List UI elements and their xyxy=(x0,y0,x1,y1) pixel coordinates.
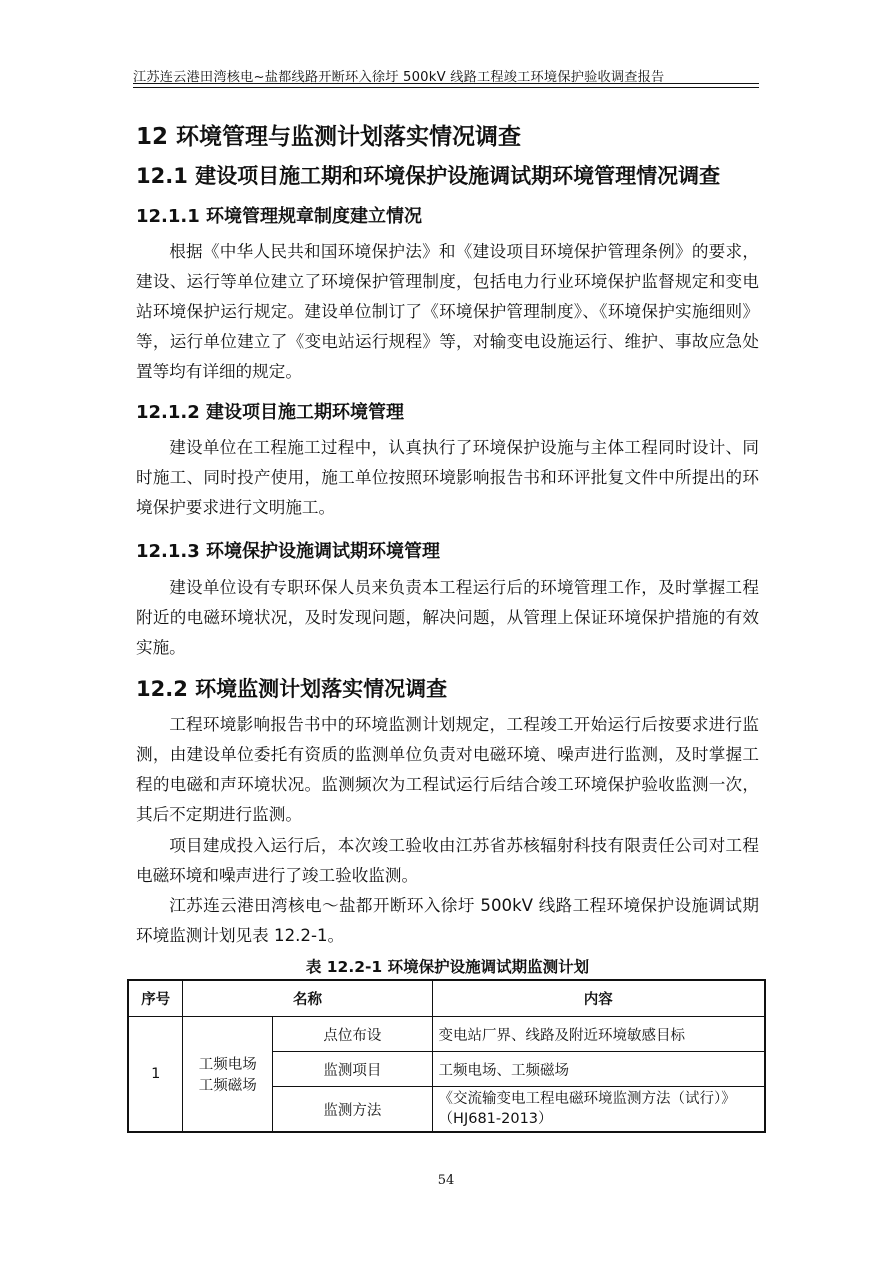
row-number: 1 xyxy=(128,1017,183,1133)
table-caption: 表 12.2-1 环境保护设施调试期监测计划 xyxy=(305,958,590,976)
header-rule-thick xyxy=(133,83,759,84)
method-line-2: （HJ681-2013） xyxy=(438,1111,553,1127)
factor-line-2: 工频磁场 xyxy=(198,1078,257,1094)
subsection-12-1-2-text: 建设单位在工程施工过程中，认真执行了环境保护设施与主体工程同时设计、同时施工、同时投产使用，施工单位按照环境影响报告书和环评批复文件中所提出的环境保护要求进行文明施工。 xyxy=(136,438,759,517)
item-content: 工频电场、工频磁场 xyxy=(432,1052,765,1087)
item-label: 监测项目 xyxy=(273,1052,432,1087)
monitoring-plan-table xyxy=(127,979,766,1133)
table-row xyxy=(128,1017,765,1052)
factor-line-1: 工频电场 xyxy=(198,1057,257,1073)
section-12-1-heading: 12.1 建设项目施工期和环境保护设施调试期环境管理情况调查 xyxy=(136,164,721,188)
item-label: 监测方法 xyxy=(273,1087,432,1133)
subsection-12-1-2-heading: 12.1.2 建设项目施工期环境管理 xyxy=(136,402,405,423)
header-name: 名称 xyxy=(183,980,432,1017)
page-number: 54 xyxy=(437,1173,455,1188)
running-header: 江苏连云港田湾核电~盐都线路开断环入徐圩 500kV 线路工程竣工环境保护验收调查报告 xyxy=(133,70,665,85)
item-content xyxy=(432,1087,765,1133)
header-content: 内容 xyxy=(432,980,765,1017)
item-label: 点位布设 xyxy=(273,1017,432,1052)
method-line-1: 《交流输变电工程电磁环境监测方法（试行）》 xyxy=(438,1091,736,1107)
table-header-row xyxy=(128,980,765,1017)
section-12-2-para-1: 工程环境影响报告书中的环境监测计划规定，工程竣工开始运行后按要求进行监测，由建设单位委托有资质的监测单位负责对电磁环境、噪声进行监测，及时掌握工程的电磁和声环境状况。监测频次为工程试运行后结合竣工环境保护验收监测一次，其后不定期进行监测。 xyxy=(136,715,759,824)
header-rule-thin xyxy=(133,87,759,88)
item-content: 变电站厂界、线路及附近环境敏感目标 xyxy=(432,1017,765,1052)
subsection-12-1-3-heading: 12.1.3 环境保护设施调试期环境管理 xyxy=(136,541,441,562)
monitoring-factor xyxy=(183,1017,273,1133)
subsection-12-1-1-text: 根据《中华人民共和国环境保护法》和《建设项目环境保护管理条例》的要求，建设、运行等单位建立了环境保护管理制度，包括电力行业环境保护监督规定和变电站环境保护运行规定。建设单位制订了《环境保护管理制度》、《环境保护实施细则》等，运行单位建立了《变电站运行规程》等，对输变电设施运行、维护、事故应急处置等均有详细的规定。 xyxy=(136,242,759,381)
subsection-12-1-1-heading: 12.1.1 环境管理规章制度建立情况 xyxy=(136,206,423,227)
section-12-2-heading: 12.2 环境监测计划落实情况调查 xyxy=(136,677,448,701)
section-12-2-para-3: 江苏连云港田湾核电～盐都开断环入徐圩 500kV 线路工程环境保护设施调试期环境监测计划见表 12.2-1。 xyxy=(136,896,759,945)
subsection-12-1-3-text: 建设单位设有专职环保人员来负责本工程运行后的环境管理工作，及时掌握工程附近的电磁环境状况，及时发现问题，解决问题，从管理上保证环境保护措施的有效实施。 xyxy=(136,578,759,657)
section-12-2-para-2: 项目建成投入运行后，本次竣工验收由江苏省苏核辐射科技有限责任公司对工程电磁环境和噪声进行了竣工验收监测。 xyxy=(136,836,759,885)
chapter-heading: 12 环境管理与监测计划落实情况调查 xyxy=(136,124,522,150)
header-no: 序号 xyxy=(128,980,183,1017)
